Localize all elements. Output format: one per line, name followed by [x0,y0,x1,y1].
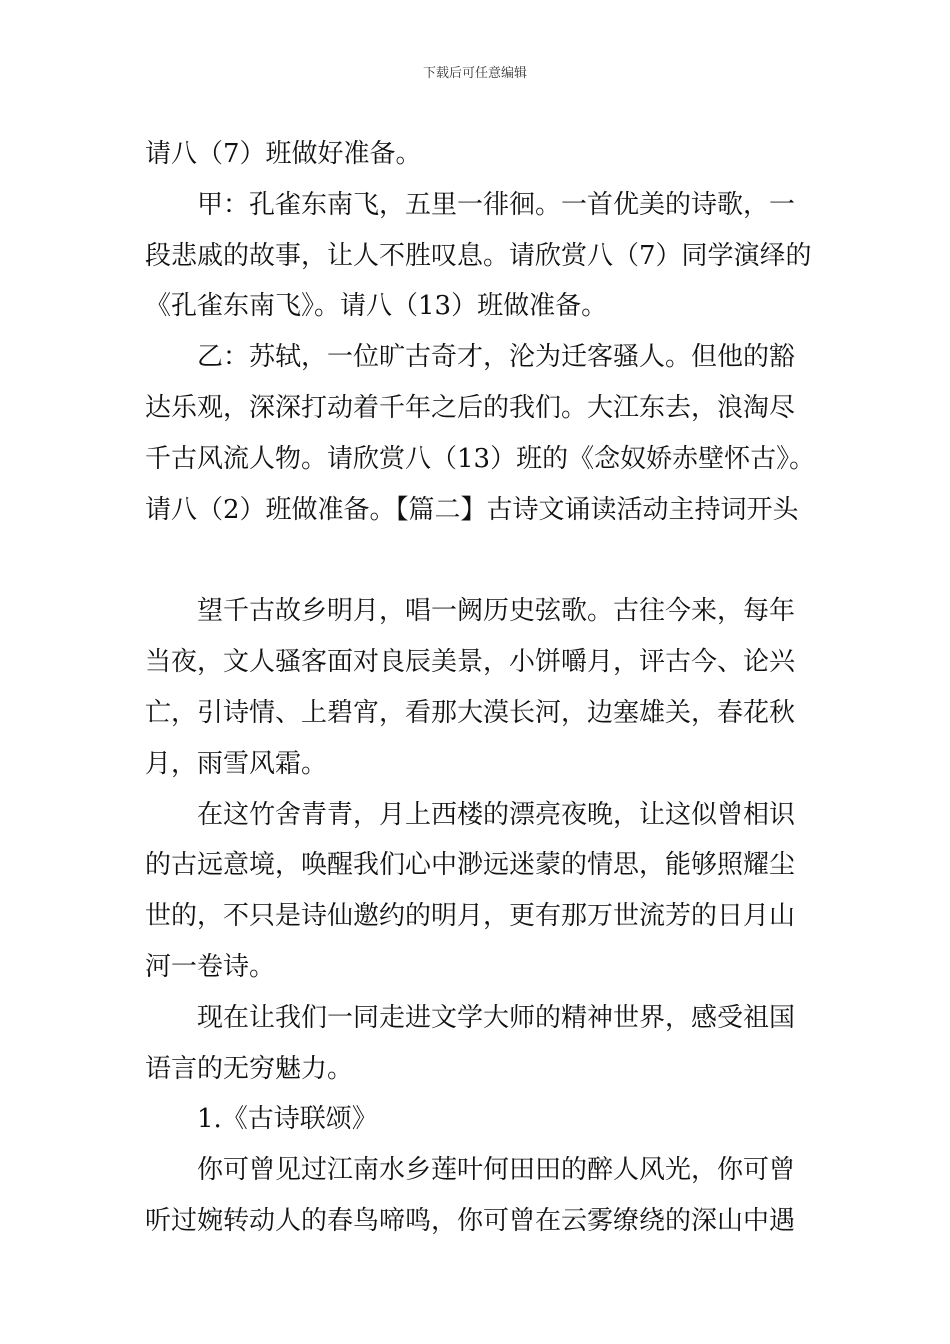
text-line: 现在让我们一同走进文学大师的精神世界，感受祖国 [197,1002,796,1033]
text-line: 段悲戚的故事，让人不胜叹息。请欣赏八（7）同学演绎的 [145,240,812,271]
text-line: 望千古故乡明月，唱一阙历史弦歌。古往今来，每年 [197,596,796,627]
text-line: 听过婉转动人的春鸟啼鸣，你可曾在云雾缭绕的深山中遇 [145,1205,796,1236]
text-line: 千古风流人物。请欣赏八（13）班的《念奴娇赤壁怀古》。 [145,443,816,474]
text-line: 请八（2）班做准备。【篇二】古诗文诵读活动主持词开头 [145,494,799,525]
text-line: 请八（7）班做好准备。 [145,139,422,169]
text-line: 语言的无穷魅力。 [145,1053,354,1084]
text-line: 世的，不只是诗仙邀约的明月，更有那万世流芳的日月山 [145,901,796,932]
paragraph-gap [145,535,807,586]
document-body [145,129,816,1247]
page-header-note: 下载后可任意编辑 [422,66,527,81]
text-line: 亡，引诗情、上碧宵，看那大漠长河，边塞雄关，春花秋 [145,697,796,728]
text-line: 月，雨雪风霜。 [145,748,328,779]
text-line: 在这竹舍青青，月上西楼的漂亮夜晚，让这似曾相识 [197,799,796,830]
text-line: 乙：苏轼，一位旷古奇才，沦为迁客骚人。但他的豁 [197,342,796,373]
text-line: 的古远意境，唤醒我们心中渺远迷蒙的情思，能够照耀尘 [145,850,796,881]
text-line: 达乐观，深深打动着千年之后的我们。大江东去，浪淘尽 [145,392,796,423]
text-line: 《孔雀东南飞》。请八（13）班做准备。 [145,291,608,322]
text-line: 甲：孔雀东南飞，五里一徘徊。一首优美的诗歌，一 [197,189,796,220]
text-line: 你可曾见过江南水乡莲叶何田田的醉人风光，你可曾 [197,1155,796,1186]
section-heading: 1.《古诗联颂》 [197,1104,378,1135]
text-line: 河一卷诗。 [145,951,276,982]
text-line: 当夜，文人骚客面对良辰美景，小饼嚼月，评古今、论兴 [145,647,796,678]
